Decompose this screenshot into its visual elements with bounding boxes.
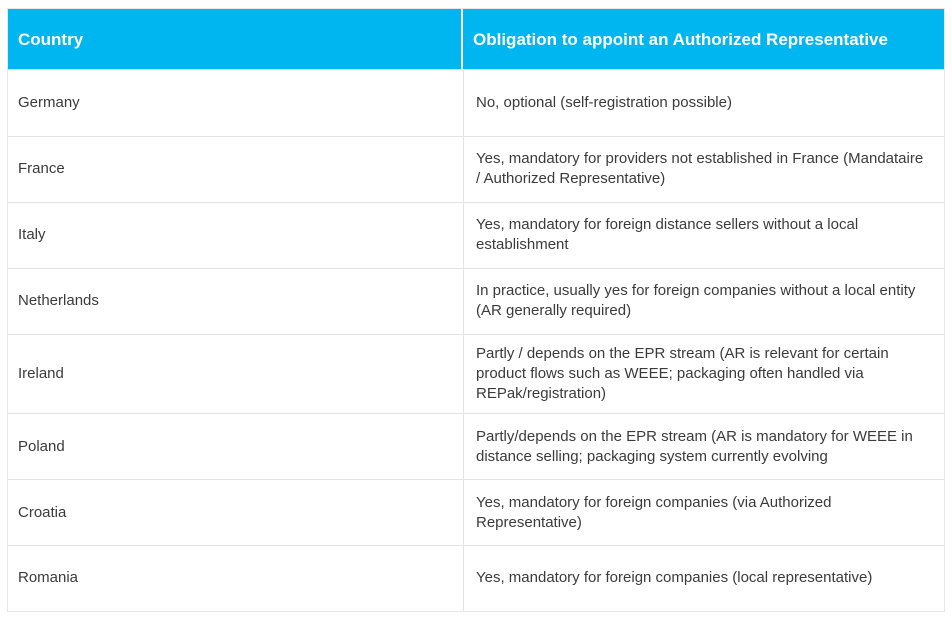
country-cell: Netherlands — [8, 268, 463, 334]
table-row — [8, 334, 944, 413]
table-row — [8, 413, 944, 479]
table-row — [8, 136, 944, 202]
column-header-obligation: Obligation to appoint an Authorized Representative — [463, 9, 944, 70]
obligation-cell: Yes, mandatory for foreign companies (via Authorized Representative) — [463, 479, 944, 545]
obligation-cell: Partly / depends on the EPR stream (AR is relevant for certain product flows such as WEEE; packaging often handled via REPak/registration) — [463, 334, 944, 413]
obligation-cell: Yes, mandatory for foreign distance sellers without a local establishment — [463, 202, 944, 268]
obligation-cell: Yes, mandatory for providers not established in France (Mandataire / Authorized Representative) — [463, 136, 944, 202]
country-cell: Ireland — [8, 334, 463, 413]
obligation-cell: In practice, usually yes for foreign companies without a local entity (AR generally required) — [463, 268, 944, 334]
table-row — [8, 479, 944, 545]
country-cell: Poland — [8, 413, 463, 479]
country-cell: Romania — [8, 545, 463, 611]
table-row — [8, 202, 944, 268]
obligation-cell: Yes, mandatory for foreign companies (local representative) — [463, 545, 944, 611]
column-header-country: Country — [8, 9, 463, 70]
epr-obligation-table — [7, 8, 945, 612]
obligation-cell: Partly/depends on the EPR stream (AR is mandatory for WEEE in distance selling; packaging system currently evolving — [463, 413, 944, 479]
country-cell: Germany — [8, 70, 463, 136]
country-cell: France — [8, 136, 463, 202]
table-body — [8, 70, 944, 611]
table-row — [8, 545, 944, 611]
country-cell: Italy — [8, 202, 463, 268]
table-header — [8, 9, 944, 70]
table-row — [8, 268, 944, 334]
table-row — [8, 70, 944, 136]
country-cell: Croatia — [8, 479, 463, 545]
obligation-cell: No, optional (self-registration possible) — [463, 70, 944, 136]
header-row — [8, 9, 944, 70]
